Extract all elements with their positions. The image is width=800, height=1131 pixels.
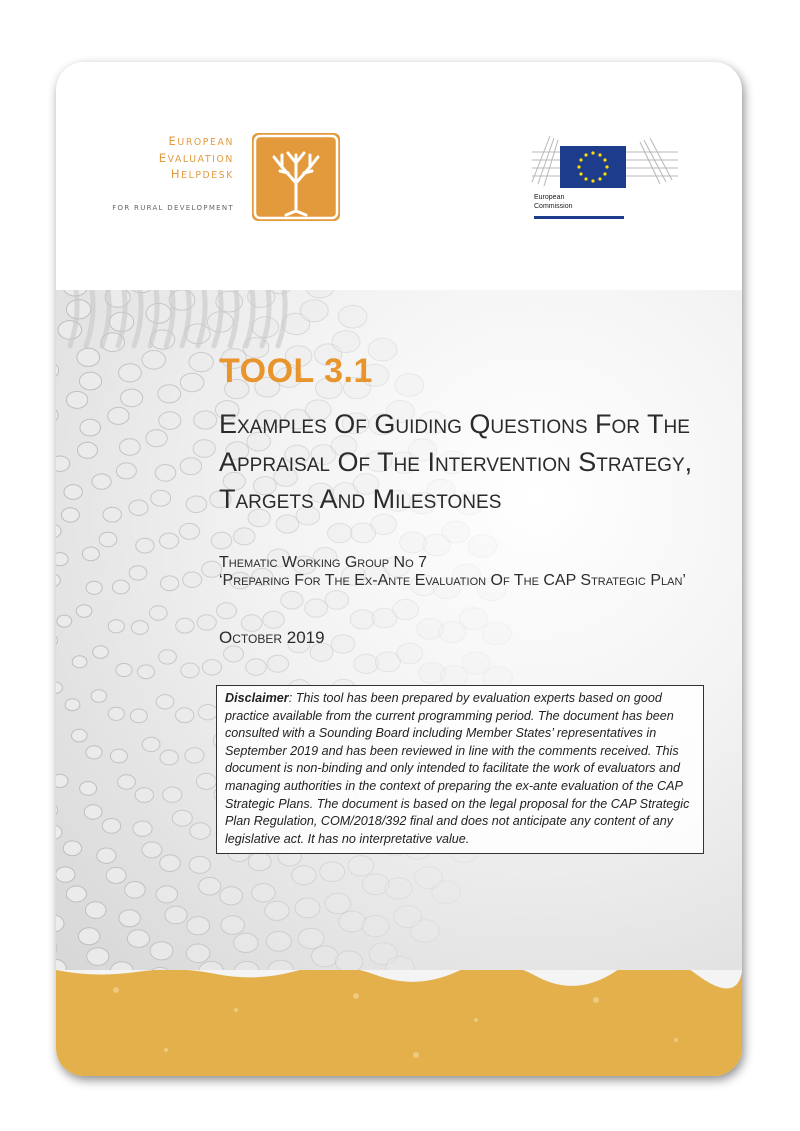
eeh-logo-subline: FOR RURAL DEVELOPMENT bbox=[112, 204, 234, 212]
eeh-logo-text: EUROPEAN EVALUATION HELPDESK bbox=[158, 134, 234, 181]
working-group-name: Thematic Working Group No 7 bbox=[219, 554, 427, 571]
working-group-topic: ‘Preparing For The Ex-Ante Evaluation Of The CAP Strategic Plan’ bbox=[219, 571, 686, 589]
disclaimer-label: Disclaimer bbox=[225, 691, 289, 705]
cover-page bbox=[56, 62, 742, 1076]
document-subtitle: Examples Of Guiding Questions For The Appraisal Of The Intervention Strategy, Targets And Milestones bbox=[219, 409, 693, 514]
ec-logo-label: European Commission bbox=[534, 194, 573, 210]
disclaimer-box bbox=[216, 685, 704, 854]
disclaimer-text: : This tool has been prepared by evaluation experts based on good practice available from the current programming period. The document has been consulted with a Sounding Board including Member States’ representatives in September 2019 and has been reviewed in line with the comments received. This document is non-binding and only intended to facilitate the work of evaluators and managing authorities in the context of preparing the ex-ante evaluation of the CAP Strategic Plans. The document is based on the legal proposal for the CAP Strategic Plan Regulation, COM/2018/392 final and does not anticipate any content of any legislative act. It has no interpretative value. bbox=[225, 691, 690, 846]
ec-logo-underline bbox=[534, 216, 624, 219]
orange-footer-band bbox=[56, 970, 742, 1076]
sunflower-background-image bbox=[56, 290, 742, 980]
tree-logo-icon bbox=[252, 133, 340, 221]
working-group bbox=[219, 554, 739, 589]
tool-title: TOOL 3.1 bbox=[219, 352, 373, 390]
publication-date: October 2019 bbox=[219, 628, 325, 647]
